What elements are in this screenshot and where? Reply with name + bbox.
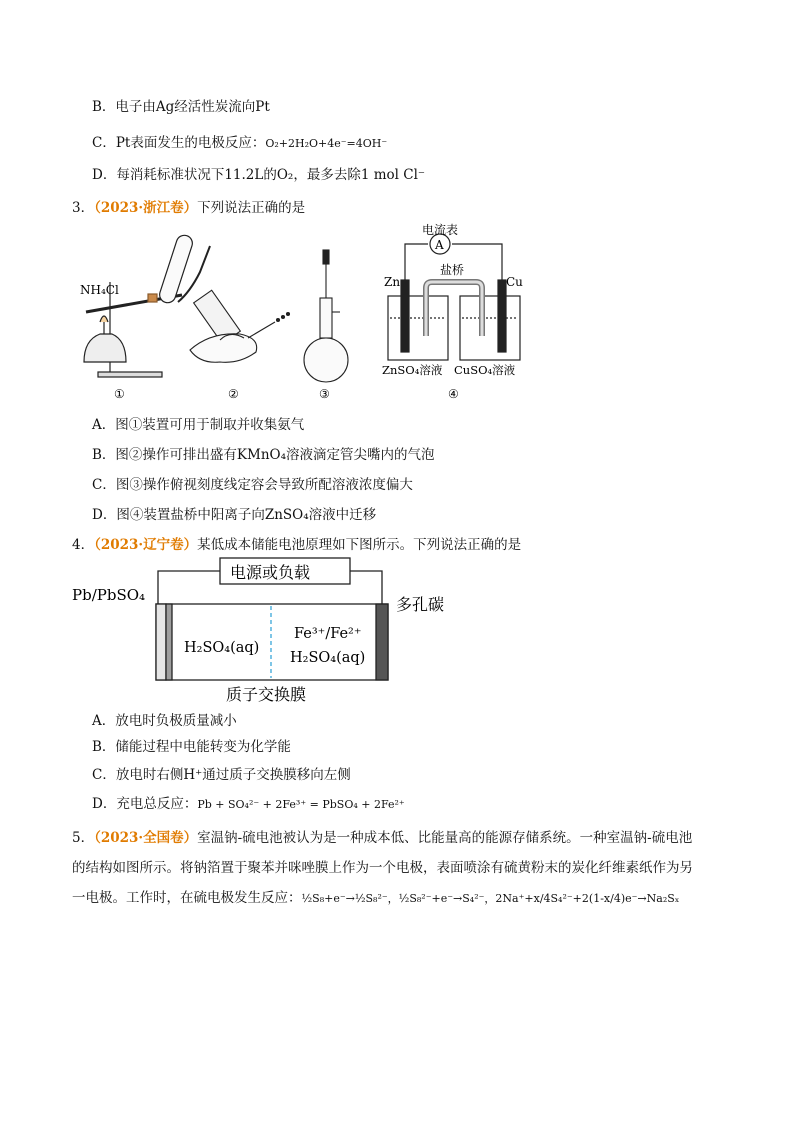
q4-battery-figure <box>70 556 520 704</box>
right-solution-ions: Fe³⁺/Fe²⁺ <box>294 626 362 642</box>
figure-2-apparatus <box>190 290 290 362</box>
q4-number: 4． <box>72 537 95 553</box>
q3-question: 下列说法正确的是 <box>197 200 306 216</box>
q5-stem-line-2: 的结构如图所示。将钠箔置于聚苯并咪唑膜上作为一个电极，表面喷涂有硫黄粉末的炭化纤维素纸作为另 <box>72 860 693 876</box>
figure-1-caption: ① <box>114 387 125 401</box>
q3-option-d: D．图④装置盐桥中阳离子向ZnSO₄溶液中迁移 <box>92 507 377 523</box>
q5-stem-line-1 <box>72 829 692 847</box>
q4-option-c: C．放电时右侧H⁺通过质子交换膜移向左侧 <box>92 767 351 783</box>
q2-option-c-equation: O₂+2H₂O+4e⁻=4OH⁻ <box>265 137 388 150</box>
q4-source: （2023·辽宁卷） <box>94 537 198 553</box>
znso4-label: ZnSO₄溶液 <box>382 363 443 377</box>
q2-option-c-text: C．Pt表面发生的电极反应： <box>92 135 266 151</box>
q3-source: （2023·浙江卷） <box>94 200 198 216</box>
zn-label: Zn <box>384 275 401 289</box>
q2-option-b: B．电子由Ag经活性炭流向Pt <box>92 99 270 115</box>
nh4cl-label: NH₄Cl <box>80 283 119 297</box>
figure-3-caption: ③ <box>319 387 330 401</box>
q2-option-c <box>92 134 387 153</box>
q3-option-a: A．图①装置可用于制取并收集氨气 <box>92 417 305 433</box>
q5-text-1: 室温钠-硫电池被认为是一种成本低、比能量高的能源存储系统。一种室温钠-硫电池 <box>197 830 693 846</box>
q4-question: 某低成本储能电池原理如下图所示。下列说法正确的是 <box>197 537 522 553</box>
q3-stem <box>72 199 305 217</box>
ammeter-label: 电流表 <box>422 223 459 237</box>
q4-option-a: A．放电时负极质量减小 <box>92 713 237 729</box>
q4-stem <box>72 536 521 554</box>
q4-option-d-equation: Pb + SO₄²⁻ + 2Fe³⁺ = PbSO₄ + 2Fe²⁺ <box>197 798 405 811</box>
left-electrode-label: Pb/PbSO₄ <box>72 586 146 604</box>
right-solution-acid: H₂SO₄(aq) <box>290 650 366 666</box>
ammeter-symbol: A <box>435 238 444 252</box>
right-electrode-label: 多孔碳 <box>396 595 445 614</box>
q2-option-d: D．每消耗标准状况下11.2L的O₂，最多去除1 mol Cl⁻ <box>92 167 426 183</box>
membrane-label: 质子交换膜 <box>226 685 307 704</box>
q4-option-d-text: D．充电总反应： <box>92 796 198 812</box>
q4-option-b: B．储能过程中电能转变为化学能 <box>92 739 291 755</box>
cuso4-label: CuSO₄溶液 <box>454 363 516 377</box>
q4-option-d <box>92 795 405 814</box>
q3-figure <box>70 222 530 404</box>
salt-bridge-label: 盐桥 <box>440 263 465 277</box>
load-label: 电源或负载 <box>230 563 311 582</box>
figure-4-apparatus <box>388 234 520 360</box>
q5-text-3: 一电极。工作时，在硫电极发生反应： <box>72 890 302 906</box>
q3-option-c: C．图③操作俯视刻度线定容会导致所配溶液浓度偏大 <box>92 477 413 493</box>
figure-2-caption: ② <box>228 387 239 401</box>
q5-reaction-equations: ½S₈+e⁻→½S₈²⁻，½S₈²⁻+e⁻→S₄²⁻，2Na⁺+x/4S₄²⁻+2(1-x/4)e⁻→Na₂Sₓ <box>301 892 680 905</box>
q5-stem-line-3 <box>72 889 679 908</box>
figure-3-apparatus <box>304 250 348 382</box>
q5-number: 5． <box>72 830 95 846</box>
left-solution-label: H₂SO₄(aq) <box>184 640 260 656</box>
figure-4-caption: ④ <box>448 387 459 401</box>
q5-source: （2023·全国卷） <box>94 830 198 846</box>
q3-option-b: B．图②操作可排出盛有KMnO₄溶液滴定管尖嘴内的气泡 <box>92 447 435 463</box>
cu-label: Cu <box>506 275 523 289</box>
q3-number: 3． <box>72 200 95 216</box>
figure-1-apparatus <box>84 233 210 377</box>
